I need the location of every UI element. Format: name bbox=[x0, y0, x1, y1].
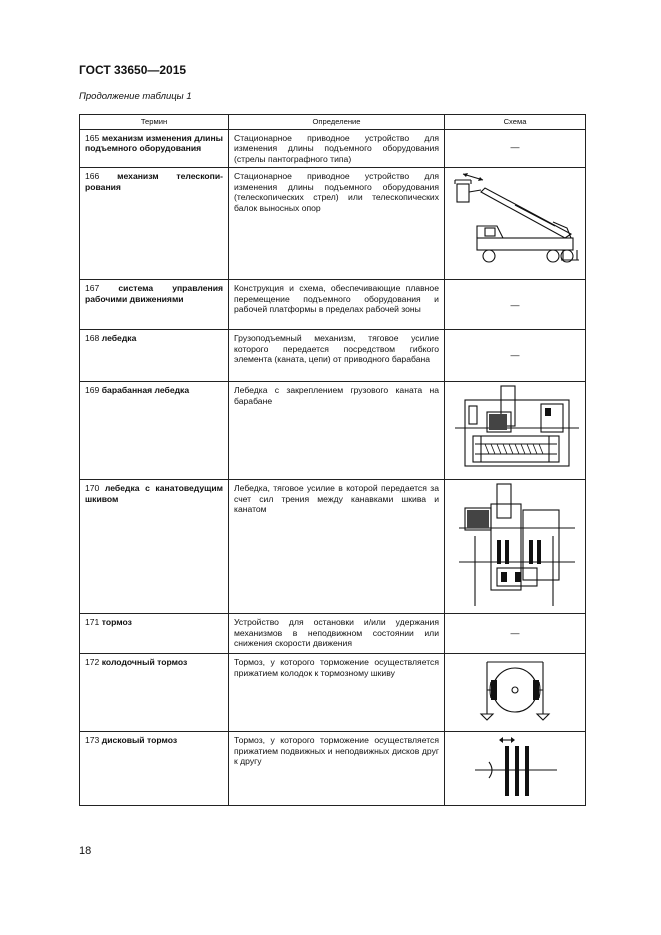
term-cell: 166 механизм телескопирования bbox=[80, 168, 229, 280]
term-cell: 168 лебедка bbox=[80, 330, 229, 382]
term-cell: 169 барабанная лебедка bbox=[80, 382, 229, 480]
definition-cell: Конструкция и схема, обеспечивающие плавное перемещение подъемного оборудования и рабочей платформы в пределах рабочей зоны bbox=[229, 280, 445, 330]
term-cell: 173 дисковый тормоз bbox=[80, 732, 229, 806]
scheme-cell bbox=[445, 280, 586, 330]
definition-cell: Лебедка с закреплением грузового каната на барабане bbox=[229, 382, 445, 480]
shoe-brake-diagram bbox=[445, 654, 585, 728]
term-cell: 167 система управления рабочими движениями bbox=[80, 280, 229, 330]
table-row bbox=[80, 280, 586, 330]
terms-table bbox=[79, 114, 586, 806]
scheme-cell bbox=[445, 480, 586, 614]
definition-cell: Тормоз, у которого торможение осуществляется прижатием подвижных и неподвижных дисков друг к другу bbox=[229, 732, 445, 806]
scheme-cell bbox=[445, 168, 586, 280]
scheme-cell bbox=[445, 330, 586, 382]
definition-cell: Стационарное приводное устройство для изменения длины подъемного оборудования (телескопических стрел) или телескопических балок выносных опор bbox=[229, 168, 445, 280]
drum-winch-diagram bbox=[445, 382, 585, 476]
scheme-dash: — bbox=[510, 300, 520, 311]
table-row bbox=[80, 330, 586, 382]
scheme-cell bbox=[445, 614, 586, 654]
scheme-cell bbox=[445, 654, 586, 732]
definition-cell: Лебедка, тяговое усилие в которой передается за счет сил трения между канавками шкива и канатом bbox=[229, 480, 445, 614]
scheme-cell bbox=[445, 382, 586, 480]
term-cell: 170 лебедка с канатоведущим шкивом bbox=[80, 480, 229, 614]
table-row bbox=[80, 732, 586, 806]
table-continuation-caption: Продолжение таблицы 1 bbox=[79, 91, 192, 102]
scheme-dash: — bbox=[510, 142, 520, 152]
telescopic-boom-truck-diagram bbox=[445, 168, 585, 276]
definition-cell: Тормоз, у которого торможение осуществляется прижатием колодок к тормозному шкиву bbox=[229, 654, 445, 732]
standard-code: ГОСТ 33650—2015 bbox=[79, 63, 187, 77]
table-row bbox=[80, 614, 586, 654]
scheme-dash: — bbox=[510, 350, 520, 361]
scheme-cell bbox=[445, 130, 586, 168]
scheme-dash: — bbox=[510, 628, 520, 639]
column-header-scheme: Схема bbox=[445, 115, 586, 130]
traction-sheave-winch-diagram bbox=[445, 480, 585, 610]
column-header-definition: Определение bbox=[229, 115, 445, 130]
table-row bbox=[80, 480, 586, 614]
table-row bbox=[80, 654, 586, 732]
definition-cell: Устройство для остановки и/или удержания механизмов в неподвижном состоянии или снижения скорости движения bbox=[229, 614, 445, 654]
column-header-term: Термин bbox=[80, 115, 229, 130]
table-header-row bbox=[80, 115, 586, 130]
disc-brake-diagram bbox=[445, 732, 585, 802]
definition-cell: Стационарное приводное устройство для изменения длины подъемного оборудования (стрелы пантографного типа) bbox=[229, 130, 445, 168]
table-row bbox=[80, 168, 586, 280]
definition-cell: Грузоподъемный механизм, тяговое усилие которого передается посредством гибкого элемента (каната, цепи) от приводного барабана bbox=[229, 330, 445, 382]
scheme-cell bbox=[445, 732, 586, 806]
table-row bbox=[80, 130, 586, 168]
term-cell: 172 колодочный тормоз bbox=[80, 654, 229, 732]
table-row bbox=[80, 382, 586, 480]
page-number: 18 bbox=[79, 845, 92, 857]
term-cell: 171 тормоз bbox=[80, 614, 229, 654]
term-cell: 165 механизм изменения длины подъемного оборудования bbox=[80, 130, 229, 168]
